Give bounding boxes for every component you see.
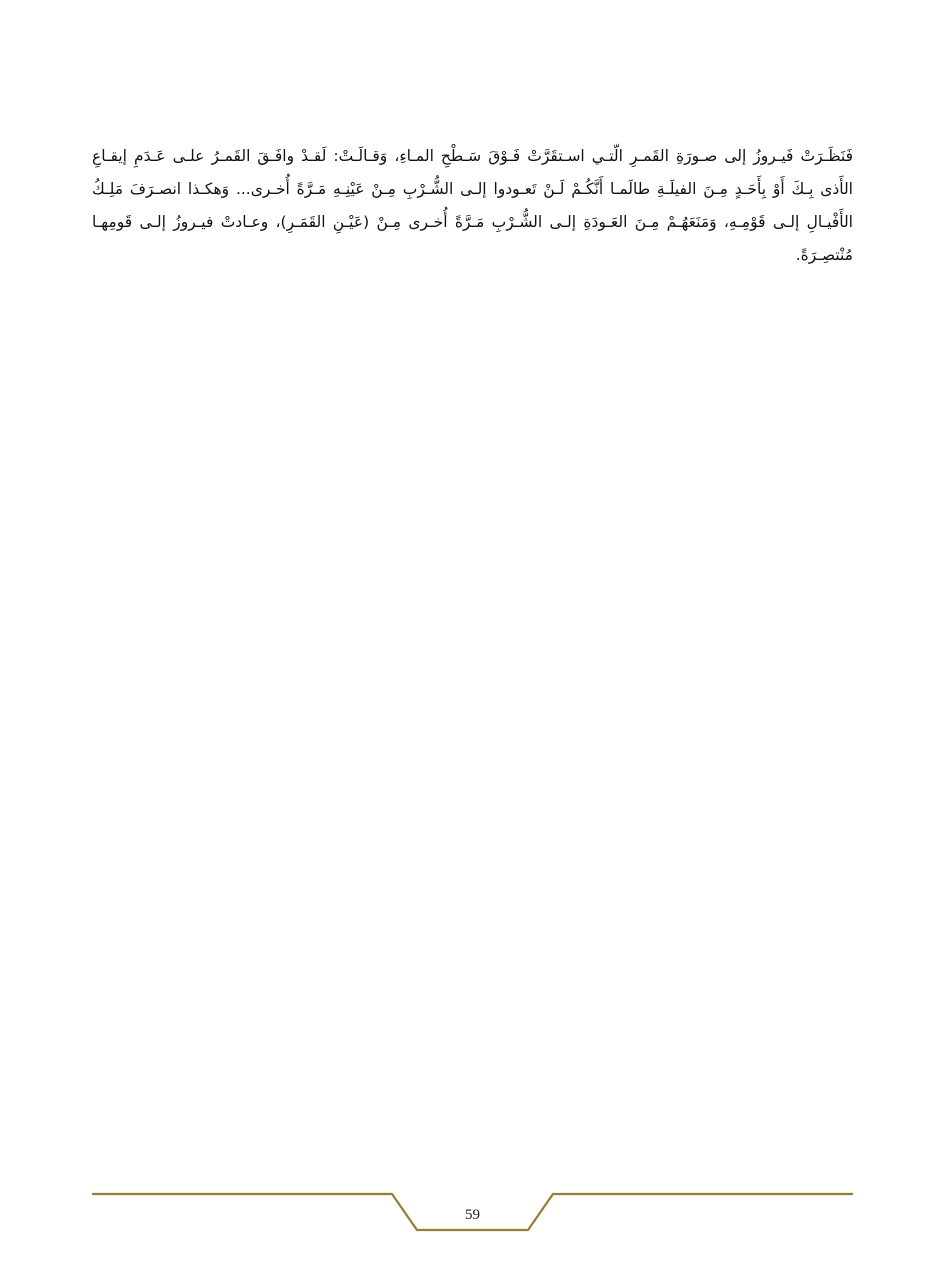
page-number: 59 — [465, 1207, 480, 1223]
body-text-block — [92, 140, 853, 271]
paragraph-main: فَنَظَـرَتْ فَيـروزُ إلى صـورَةِ القَمـرِ الّتـي اسـتقَرَّتْ فَـوْقَ سَـطْحِ المـاءِ، وَقـالَـتْ: لَقـدْ وافَـقَ القَمـرُ علـى عَـدَمِ إيقـاعِ الأَذى بِـكَ أَوْ بِأَحَـدٍ مِـنَ الفيلَـةِ طالَمـا أَنَّكُـمْ لَـنْ تَعـودوا إلـى الشُّـرْبِ مِـنْ عَيْنِـهِ مَـرَّةً أُخـرى... وَهكـذا انصـرَفَ مَلِـكُ الأَفْيـالِ إلـى قَوْمِـهِ، وَمَنَعَهُـمْ مِـنَ العَـودَةِ إلـى الشُّـرْبِ مَـرَّةً أُخـرى مِـنْ (عَيْـنِ القَمَـرِ)، وعـادتْ فيـروزُ إلـى قَومِهـا مُنْتصِـرَةً. — [92, 147, 853, 264]
